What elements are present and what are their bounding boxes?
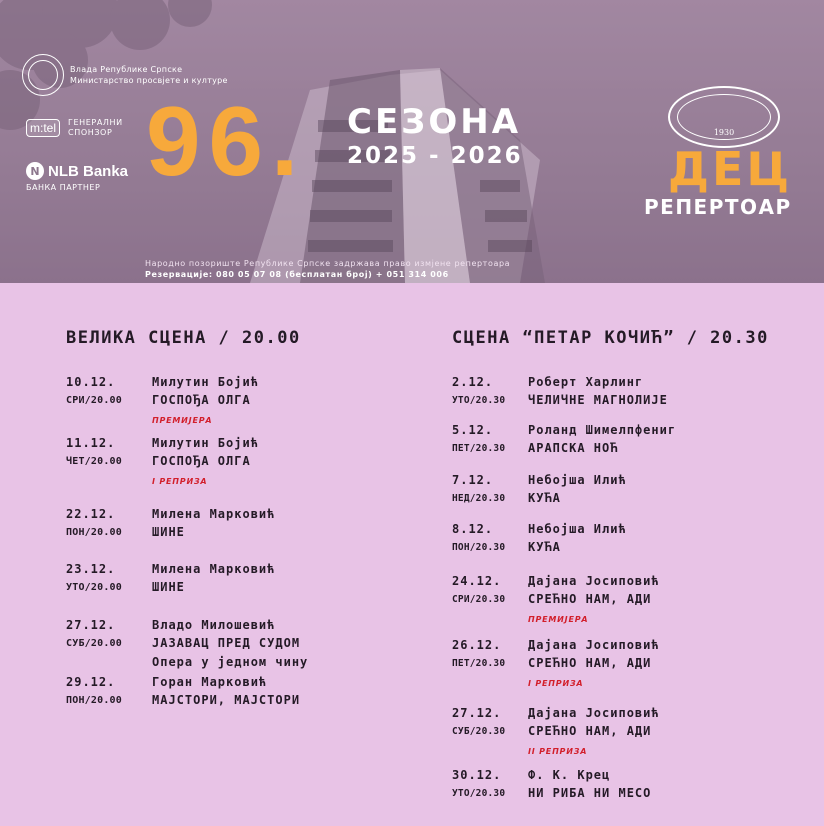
event-item <box>452 704 802 766</box>
event-time: УТО/20.30 <box>452 395 506 406</box>
event-item <box>66 616 396 673</box>
event-play: ГОСПОЂА ОЛГА <box>152 454 251 468</box>
event-date: 22.12. <box>66 507 116 521</box>
event-author: Милутин Бојић <box>152 375 259 389</box>
event-author: Дајана Јосиповић <box>528 706 660 720</box>
event-time: УТО/20.00 <box>66 582 122 593</box>
event-date: 30.12. <box>452 768 502 782</box>
event-date: 24.12. <box>452 574 502 588</box>
event-item <box>66 673 396 713</box>
event-play: АРАПСКА НОЋ <box>528 441 619 455</box>
event-author: Милена Марковић <box>152 507 276 521</box>
season-number: 96. <box>146 86 307 196</box>
event-play: КУЋА <box>528 540 561 554</box>
theatre-building-icon <box>677 94 771 140</box>
event-play: ШИНЕ <box>152 525 185 539</box>
repertoire-label: РЕПЕРТОАР <box>644 195 792 219</box>
event-time: СРИ/20.00 <box>66 395 122 406</box>
theatre-founding-year: 1930 <box>713 128 735 137</box>
event-date: 27.12. <box>452 706 502 720</box>
main-stage-column <box>66 328 396 713</box>
event-play: СРЕЋНО НАМ, АДИ <box>528 724 652 738</box>
event-item <box>66 560 396 616</box>
event-author: Владо Милошевић <box>152 618 276 632</box>
event-date: 11.12. <box>66 436 116 450</box>
event-play: МАЈСТОРИ, МАЈСТОРИ <box>152 693 301 707</box>
event-author: Милутин Бојић <box>152 436 259 450</box>
event-item <box>66 434 396 505</box>
poster-header <box>0 0 824 283</box>
event-tag: I РЕПРИЗА <box>528 679 584 688</box>
event-date: 23.12. <box>66 562 116 576</box>
event-play: НИ РИБА НИ МЕСО <box>528 786 652 800</box>
event-time: СУБ/20.00 <box>66 638 122 649</box>
petar-kocic-stage-events <box>452 373 802 806</box>
event-author: Ф. К. Крец <box>528 768 611 782</box>
event-author: Горан Марковић <box>152 675 268 689</box>
event-time: ПОН/20.00 <box>66 695 122 706</box>
main-stage-title: ВЕЛИКА СЦЕНА / 20.00 <box>66 328 301 348</box>
petar-kocic-stage-title: СЦЕНА “ПЕТАР КОЧИЋ” / 20.30 <box>452 328 769 348</box>
event-author: Небојша Илић <box>528 473 627 487</box>
event-author: Небојша Илић <box>528 522 627 536</box>
bank-partner-logo <box>26 162 128 192</box>
change-notice: Народно позориште Републике Српске задржава право измјене репертоара <box>145 259 511 268</box>
event-item <box>452 636 802 704</box>
event-tag: ПРЕМИЈЕРА <box>528 615 589 624</box>
event-item <box>66 373 396 434</box>
event-item <box>452 373 802 421</box>
event-author: Роланд Шимелпфениг <box>528 423 677 437</box>
event-subtitle: Опера у једном чину <box>152 655 309 669</box>
event-date: 27.12. <box>66 618 116 632</box>
event-date: 29.12. <box>66 675 116 689</box>
event-author: Милена Марковић <box>152 562 276 576</box>
event-item <box>452 572 802 636</box>
event-date: 10.12. <box>66 375 116 389</box>
government-name: Влада Републике Српске <box>70 65 183 74</box>
government-text <box>70 64 228 86</box>
mtel-logo: m:tel <box>26 119 60 137</box>
event-time: ПОН/20.00 <box>66 527 122 538</box>
event-time: СУБ/20.30 <box>452 726 506 737</box>
event-time: ЧЕТ/20.00 <box>66 456 122 467</box>
main-stage-events <box>66 373 396 713</box>
event-time: УТО/20.30 <box>452 788 506 799</box>
event-time: СРИ/20.30 <box>452 594 506 605</box>
sponsor-logo <box>26 118 123 138</box>
event-author: Роберт Харлинг <box>528 375 644 389</box>
season-years: 2025 - 2026 <box>347 143 523 169</box>
event-time: ПОН/20.30 <box>452 542 506 553</box>
theatre-logo <box>668 86 780 148</box>
event-date: 5.12. <box>452 423 494 437</box>
petar-kocic-stage-column <box>452 328 802 806</box>
sponsor-label: ГЕНЕРАЛНИ СПОНЗОР <box>68 118 123 137</box>
reservations-info: Резервације: 080 05 07 08 (бесплатан број) + 051 314 006 <box>145 270 449 279</box>
event-date: 2.12. <box>452 375 494 389</box>
event-item <box>66 505 396 560</box>
season-label: СЕЗОНА <box>347 102 522 142</box>
nlb-icon: N <box>26 162 44 180</box>
month-title: ДЕЦ <box>668 142 793 196</box>
event-play: СРЕЋНО НАМ, АДИ <box>528 656 652 670</box>
event-item <box>452 766 802 806</box>
event-play: КУЋА <box>528 491 561 505</box>
event-tag: ПРЕМИЈЕРА <box>152 416 213 425</box>
event-date: 8.12. <box>452 522 494 536</box>
event-item <box>452 421 802 471</box>
event-time: ПЕТ/20.30 <box>452 658 506 669</box>
event-item <box>452 520 802 572</box>
event-author: Дајана Јосиповић <box>528 638 660 652</box>
event-play: ЧЕЛИЧНЕ МАГНОЛИЈЕ <box>528 393 668 407</box>
event-tag: I РЕПРИЗА <box>152 477 208 486</box>
event-tag: II РЕПРИЗА <box>528 747 588 756</box>
ministry-name: Министарство просвјете и културе <box>70 76 228 85</box>
nlb-logo-text: NLB Banka <box>48 162 129 180</box>
event-date: 7.12. <box>452 473 494 487</box>
event-play: ЈАЗАВАЦ ПРЕД СУДОМ <box>152 636 301 650</box>
coat-of-arms-icon <box>22 54 64 96</box>
event-date: 26.12. <box>452 638 502 652</box>
event-author: Дајана Јосиповић <box>528 574 660 588</box>
event-play: ГОСПОЂА ОЛГА <box>152 393 251 407</box>
event-play: СРЕЋНО НАМ, АДИ <box>528 592 652 606</box>
event-play: ШИНЕ <box>152 580 185 594</box>
event-time: ПЕТ/20.30 <box>452 443 506 454</box>
bank-partner-label: БАНКА ПАРТНЕР <box>26 183 101 192</box>
event-item <box>452 471 802 520</box>
event-time: НЕД/20.30 <box>452 493 506 504</box>
